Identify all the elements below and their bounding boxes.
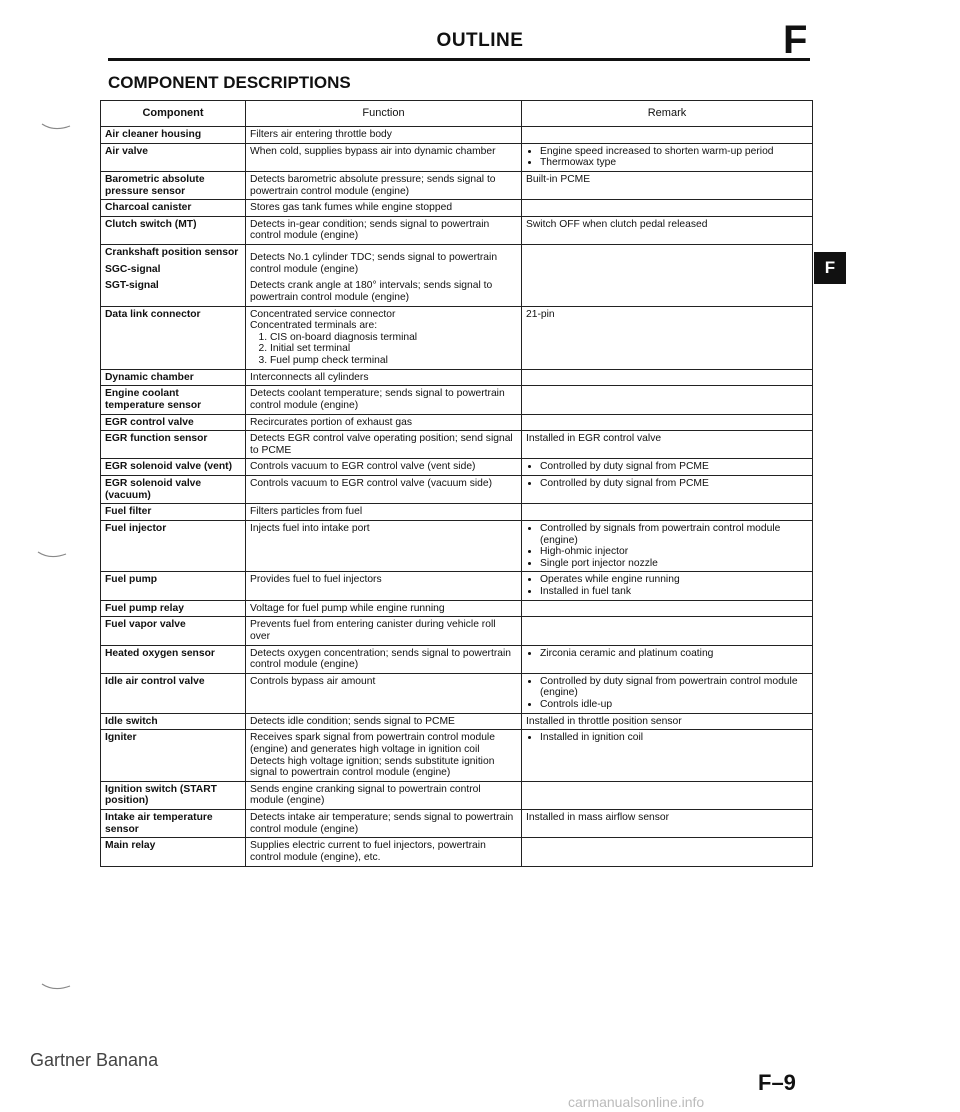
- remark-cell: [522, 414, 813, 431]
- remark-list-item: • Installed in ignition coil: [540, 732, 808, 744]
- component-name: Intake air temperature sensor: [105, 812, 213, 835]
- function-text: Concentrated service connector: [250, 308, 396, 320]
- function-text: Detects crank angle at 180° intervals; sends signal to powertrain control module (engine): [250, 280, 493, 303]
- remark-cell: [522, 673, 813, 713]
- component-name: EGR function sensor: [105, 433, 208, 445]
- function-cell: [246, 617, 522, 645]
- function-cell: [246, 369, 522, 386]
- component-cell: [101, 476, 246, 504]
- component-cell: [101, 617, 246, 645]
- function-cell: [246, 600, 522, 617]
- remark-cell: [522, 127, 813, 144]
- function-text: Detects barometric absolute pressure; sends signal to powertrain control module (engine): [250, 173, 496, 197]
- function-text: Interconnects all cylinders: [250, 371, 369, 383]
- component-cell: [101, 386, 246, 414]
- component-name: Air cleaner housing: [105, 129, 202, 140]
- remark-text: Installed in EGR control valve: [526, 433, 662, 445]
- table-row: [101, 306, 813, 369]
- column-header-remark: Remark: [522, 101, 813, 127]
- function-text: Concentrated terminals are:: [250, 320, 378, 332]
- remark-cell: [522, 171, 813, 199]
- page-title: OUTLINE: [436, 30, 524, 51]
- component-table-wrapper: [100, 100, 812, 867]
- remark-cell: [522, 386, 813, 414]
- component-cell: [101, 143, 246, 171]
- remark-cell: [522, 838, 813, 866]
- function-text: Prevents fuel from entering canister during vehicle roll over: [250, 619, 496, 642]
- remark-list-item: • Controls idle-up: [540, 699, 808, 711]
- function-cell: [246, 781, 522, 809]
- component-cell: [101, 810, 246, 838]
- component-cell: [101, 306, 246, 369]
- component-name: EGR solenoid valve (vacuum): [105, 478, 202, 501]
- function-cell: [246, 171, 522, 199]
- function-list-item: 3. Fuel pump check terminal: [270, 355, 517, 367]
- function-cell: [246, 730, 522, 782]
- component-cell: [101, 369, 246, 386]
- table-row: [101, 476, 813, 504]
- component-name: Main relay: [105, 840, 156, 852]
- remark-cell: [522, 369, 813, 386]
- function-text: Voltage for fuel pump while engine running: [250, 602, 445, 614]
- remark-cell: [522, 216, 813, 244]
- remark-text: 21-pin: [526, 308, 555, 320]
- remark-text: Built-in PCME: [526, 173, 591, 185]
- table-row: [101, 600, 813, 617]
- function-cell: [246, 645, 522, 673]
- function-cell: [246, 386, 522, 414]
- function-text: Filters particles from fuel: [250, 506, 363, 518]
- component-cell: [101, 216, 246, 244]
- component-cell: [101, 520, 246, 572]
- remark-text: Installed in mass airflow sensor: [526, 812, 670, 823]
- function-cell: [246, 673, 522, 713]
- site-watermark: carmanualsonline.info: [568, 1094, 705, 1110]
- function-cell: [246, 520, 522, 572]
- component-name: Charcoal canister: [105, 202, 192, 214]
- function-text: Detects idle condition; sends signal to PCME: [250, 715, 455, 727]
- component-name: Fuel injector: [105, 522, 167, 534]
- remark-list-item: • Controlled by duty signal from PCME: [540, 461, 808, 473]
- function-list-item: 2. Initial set terminal: [270, 343, 517, 355]
- remark-list-item: • Controlled by signals from powertrain control module (engine): [540, 523, 808, 546]
- component-descriptions-table: [100, 100, 813, 867]
- component-cell: [101, 730, 246, 782]
- component-name: Fuel pump relay: [105, 602, 184, 614]
- remark-list-item: • Engine speed increased to shorten warm-up period: [540, 146, 808, 158]
- remark-cell: [522, 306, 813, 369]
- remark-list-item: • Thermowax type: [540, 157, 808, 169]
- function-cell: [246, 216, 522, 244]
- function-text: When cold, supplies bypass air into dynamic chamber: [250, 145, 496, 157]
- remark-cell: [522, 143, 813, 171]
- function-text: Detects high voltage ignition; sends substitute ignition signal to powertrain control module (engine): [250, 755, 495, 779]
- function-cell: [246, 431, 522, 459]
- remark-list-item: • Operates while engine running: [540, 574, 808, 586]
- remark-bullet-list: [526, 478, 808, 490]
- remark-cell: [522, 504, 813, 521]
- remark-list-item: • Zirconia ceramic and platinum coating: [540, 648, 808, 660]
- component-cell: [101, 781, 246, 809]
- component-name: Crankshaft position sensor: [105, 247, 239, 258]
- scan-mark: [36, 548, 68, 564]
- table-row: [101, 520, 813, 572]
- table-body: [101, 127, 813, 867]
- table-row: [101, 459, 813, 476]
- component-cell: [101, 713, 246, 730]
- function-cell: [246, 459, 522, 476]
- remark-cell: [522, 713, 813, 730]
- column-header-function: Function: [246, 101, 522, 127]
- table-row: [101, 810, 813, 838]
- table-row: [101, 216, 813, 244]
- component-name: Air valve: [105, 145, 148, 157]
- function-text: Detects intake air temperature; sends signal to powertrain control module (engine): [250, 812, 514, 835]
- table-row: [101, 200, 813, 217]
- remark-cell: [522, 520, 813, 572]
- component-name: Barometric absolute pressure sensor: [105, 173, 205, 197]
- function-text: Injects fuel into intake port: [250, 522, 370, 534]
- component-name: Clutch switch (MT): [105, 218, 197, 230]
- section-letter: F: [783, 18, 808, 62]
- component-name: Data link connector: [105, 308, 201, 320]
- function-text: Detects coolant temperature; sends signal to powertrain control module (engine): [250, 388, 505, 411]
- function-cell: [246, 306, 522, 369]
- component-cell: [101, 572, 246, 600]
- component-cell: [101, 431, 246, 459]
- remark-bullet-list: [526, 676, 808, 711]
- table-row: [101, 171, 813, 199]
- scan-mark: [40, 120, 72, 136]
- component-name: Fuel pump: [105, 574, 158, 586]
- column-header-component: Component: [101, 101, 246, 127]
- component-name: Heated oxygen sensor: [105, 647, 215, 659]
- function-text: Detects No.1 cylinder TDC; sends signal to powertrain control module (engine): [250, 252, 498, 275]
- function-cell: [246, 476, 522, 504]
- function-cell: [246, 504, 522, 521]
- component-name: Idle switch: [105, 715, 158, 727]
- component-name: Fuel vapor valve: [105, 619, 186, 631]
- remark-text: Installed in throttle position sensor: [526, 715, 682, 727]
- remark-bullet-list: [526, 146, 808, 169]
- function-cell: [246, 414, 522, 431]
- table-row: [101, 431, 813, 459]
- remark-text: Switch OFF when clutch pedal released: [526, 218, 708, 230]
- component-cell: [101, 171, 246, 199]
- function-text: Detects in-gear condition; sends signal to powertrain control module (engine): [250, 218, 490, 242]
- remark-cell: [522, 810, 813, 838]
- component-name: Dynamic chamber: [105, 371, 194, 383]
- component-cell: [101, 673, 246, 713]
- function-text: Detects oxygen concentration; sends signal to powertrain control module (engine): [250, 647, 512, 671]
- table-row: [101, 713, 813, 730]
- remark-cell: [522, 476, 813, 504]
- component-name: Idle air control valve: [105, 675, 205, 687]
- function-list-item: 1. CIS on-board diagnosis terminal: [270, 332, 517, 344]
- remark-cell: [522, 459, 813, 476]
- function-text: Sends engine cranking signal to powertrain control module (engine): [250, 783, 481, 807]
- function-text: Controls vacuum to EGR control valve (vacuum side): [250, 478, 493, 489]
- watermark: Gartner Banana: [30, 1050, 159, 1070]
- component-name: Ignition switch (START position): [105, 783, 217, 807]
- function-cell: [246, 572, 522, 600]
- function-cell: [246, 810, 522, 838]
- remark-cell: [522, 781, 813, 809]
- remark-cell: [522, 431, 813, 459]
- component-name: EGR control valve: [105, 416, 194, 428]
- remark-cell: [522, 245, 813, 307]
- remark-cell: [522, 645, 813, 673]
- function-cell: [246, 200, 522, 217]
- table-row: [101, 838, 813, 866]
- remark-cell: [522, 617, 813, 645]
- component-cell: [101, 504, 246, 521]
- function-text: Provides fuel to fuel injectors: [250, 574, 382, 586]
- remark-list-item: • Controlled by duty signal from PCME: [540, 478, 808, 490]
- function-text: Stores gas tank fumes while engine stopped: [250, 202, 453, 214]
- remark-cell: [522, 200, 813, 217]
- function-cell: [246, 838, 522, 866]
- function-numbered-list: [250, 332, 517, 367]
- table-row: [101, 414, 813, 431]
- component-name: EGR solenoid valve (vent): [105, 461, 233, 473]
- remark-cell: [522, 600, 813, 617]
- table-row: [101, 143, 813, 171]
- table-row: [101, 572, 813, 600]
- remark-bullet-list: [526, 461, 808, 473]
- remark-list-item: • Single port injector nozzle: [540, 558, 808, 570]
- remark-bullet-list: [526, 648, 808, 660]
- component-cell: [101, 459, 246, 476]
- remark-list-item: • Installed in fuel tank: [540, 586, 808, 598]
- function-text: Recircurates portion of exhaust gas: [250, 416, 412, 428]
- component-name: Engine coolant temperature sensor: [105, 388, 202, 411]
- section-heading: COMPONENT DESCRIPTIONS: [108, 73, 351, 92]
- component-cell: [101, 645, 246, 673]
- component-cell: [101, 838, 246, 866]
- remark-bullet-list: [526, 732, 808, 744]
- table-row: [101, 673, 813, 713]
- remark-bullet-list: [526, 574, 808, 597]
- table-row: [101, 127, 813, 144]
- table-row: [101, 730, 813, 782]
- page-number: F–9: [758, 1070, 796, 1095]
- component-cell: [101, 414, 246, 431]
- table-header-row: [101, 101, 813, 127]
- table-row: [101, 245, 813, 307]
- function-text: Detects EGR control valve operating position; send signal to PCME: [250, 433, 513, 456]
- function-text: Controls vacuum to EGR control valve (vent side): [250, 461, 476, 473]
- scan-mark: [40, 980, 72, 996]
- section-tab: F: [814, 252, 846, 284]
- function-text: Filters air entering throttle body: [250, 129, 392, 140]
- table-row: [101, 781, 813, 809]
- component-name: SGT-signal: [105, 280, 159, 292]
- component-name: Fuel filter: [105, 506, 152, 518]
- component-name: Igniter: [105, 732, 137, 744]
- function-cell: [246, 713, 522, 730]
- function-text: Receives spark signal from powertrain control module (engine) and generates high voltage in ignition coil: [250, 732, 495, 755]
- table-row: [101, 504, 813, 521]
- component-cell: [101, 600, 246, 617]
- component-cell: [101, 127, 246, 144]
- function-text: Supplies electric current to fuel injectors, powertrain control module (engine), etc.: [250, 840, 486, 863]
- title-rule: [108, 58, 810, 61]
- table-row: [101, 645, 813, 673]
- component-cell: [101, 200, 246, 217]
- remark-cell: [522, 572, 813, 600]
- function-cell: [246, 245, 522, 307]
- remark-list-item: • High-ohmic injector: [540, 546, 808, 558]
- table-row: [101, 386, 813, 414]
- remark-cell: [522, 730, 813, 782]
- component-cell: [101, 245, 246, 307]
- function-text: Controls bypass air amount: [250, 675, 376, 687]
- table-row: [101, 617, 813, 645]
- function-cell: [246, 127, 522, 144]
- remark-list-item: • Controlled by duty signal from powertrain control module (engine): [540, 676, 808, 699]
- component-name: SGC-signal: [105, 263, 161, 275]
- table-row: [101, 369, 813, 386]
- function-cell: [246, 143, 522, 171]
- remark-bullet-list: [526, 523, 808, 570]
